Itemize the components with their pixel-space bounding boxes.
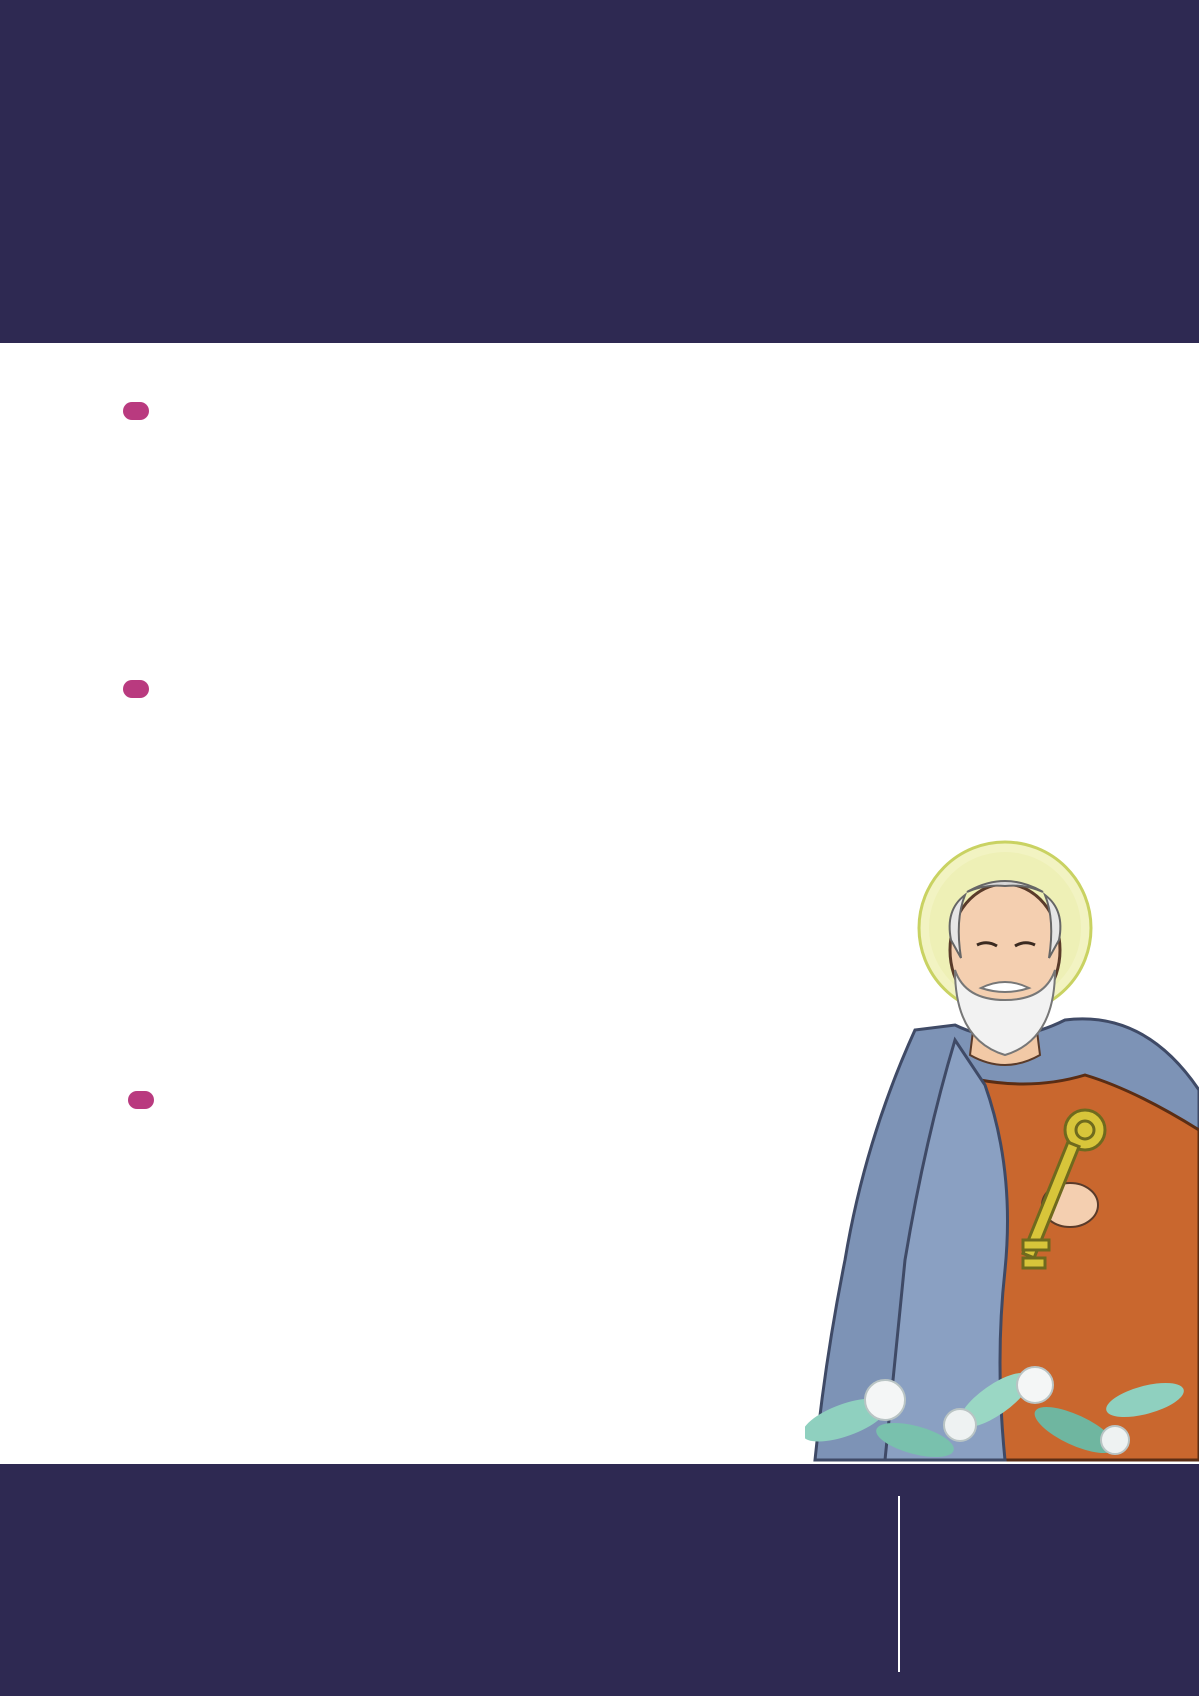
footer-divider xyxy=(898,1496,900,1672)
fireworks-decoration xyxy=(0,1464,1199,1696)
day-badge xyxy=(128,1091,154,1109)
day-sunday xyxy=(128,1091,154,1124)
day-saturday xyxy=(123,680,149,713)
header-banner xyxy=(0,0,1199,343)
town-hall-logo xyxy=(935,1510,1165,1516)
day-friday xyxy=(123,402,149,435)
title-block xyxy=(118,78,233,228)
day-badge xyxy=(123,402,149,420)
day-badge xyxy=(123,680,149,698)
footer-banner xyxy=(0,1464,1199,1696)
saint-peter-illustration xyxy=(805,840,1199,1480)
